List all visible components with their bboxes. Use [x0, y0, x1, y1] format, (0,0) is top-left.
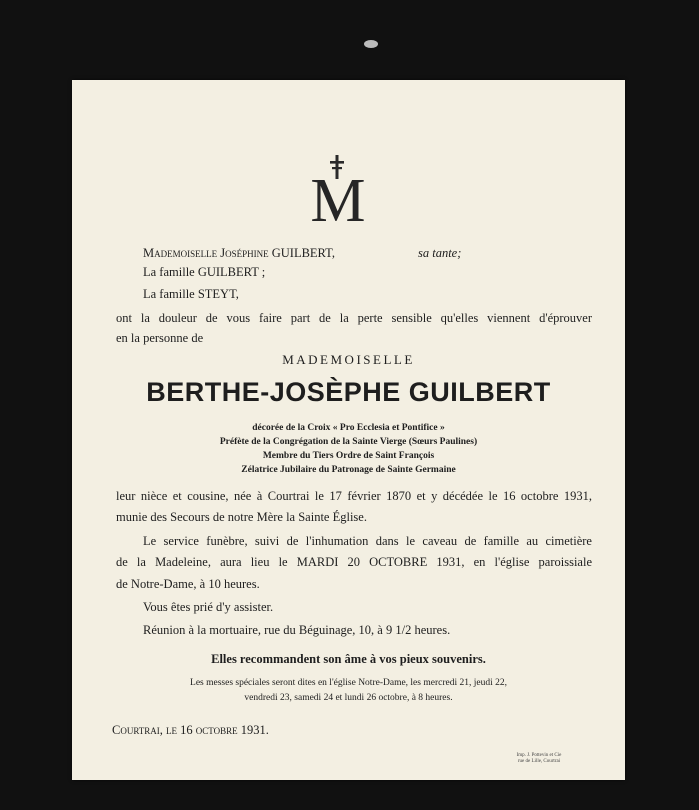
deceased-name: BERTHE-JOSÈPHE GUILBERT: [146, 377, 551, 407]
masses-line-2: vendredi 23, samedi 24 et lundi 26 octobre, à 8 heures.: [244, 693, 453, 703]
honor-line-1: décorée de la Croix « Pro Ecclesia et Pontifice »: [252, 423, 445, 433]
invite-line: Vous êtes prié d'y assister.: [143, 600, 274, 614]
family-line-guilbert: La famille GUILBERT ;: [143, 265, 266, 279]
announcement-line-2: en la personne de: [116, 331, 204, 345]
death-notice-card: [72, 80, 625, 780]
service-line-1: Le service funèbre, suivi de l'inhumation dans le caveau de famille au cimetière: [143, 534, 592, 548]
recommendation-line: Elles recommandent son âme à vos pieux souvenirs.: [211, 652, 486, 666]
marian-monogram-icon: [298, 155, 378, 227]
dust-speck: [364, 40, 378, 48]
service-line-2: de la Madeleine, aura lieu le MARDI 20 OCTOBRE 1931, en l'église paroissiale: [116, 555, 592, 569]
service-line-3: de Notre-Dame, à 10 heures.: [116, 577, 260, 591]
deceased-title: MADEMOISELLE: [282, 352, 415, 367]
masses-line-1: Les messes spéciales seront dites en l'église Notre-Dame, les mercredi 21, jeudi 22,: [190, 678, 507, 688]
family-role-aunt: sa tante;: [418, 246, 462, 260]
svg-text:M: M: [310, 167, 366, 227]
honor-line-3: Membre du Tiers Ordre de Saint François: [262, 451, 435, 461]
printer-line-2: rue de Lille, Courtrai: [517, 758, 561, 764]
place-date: Courtrai, le 16 octobre 1931.: [112, 723, 269, 737]
printer-mark: [504, 753, 574, 764]
announcement-line-1: ont la douleur de vous faire part de la perte sensible qu'elles viennent d'éprouver: [116, 311, 592, 325]
family-line-aunt: Mademoiselle Joséphine GUILBERT,: [143, 246, 335, 260]
honor-line-2: Préfète de la Congrégation de la Sainte Vierge (Sœurs Paulines): [219, 437, 478, 447]
honor-line-4: Zélatrice Jubilaire du Patronage de Sainte Germaine: [241, 465, 456, 475]
relation-line-1: leur nièce et cousine, née à Courtrai le 17 février 1870 et y décédée le 16 octobre 1931,: [116, 489, 592, 503]
meeting-line: Réunion à la mortuaire, rue du Béguinage, 10, à 9 1/2 heures.: [143, 623, 451, 637]
family-line-steyt: La famille STEYT,: [143, 287, 239, 301]
printer-line-1: Imp. J. Pottevin et Cie: [516, 753, 562, 758]
relation-line-2: munie des Secours de notre Mère la Sainte Église.: [116, 510, 367, 524]
